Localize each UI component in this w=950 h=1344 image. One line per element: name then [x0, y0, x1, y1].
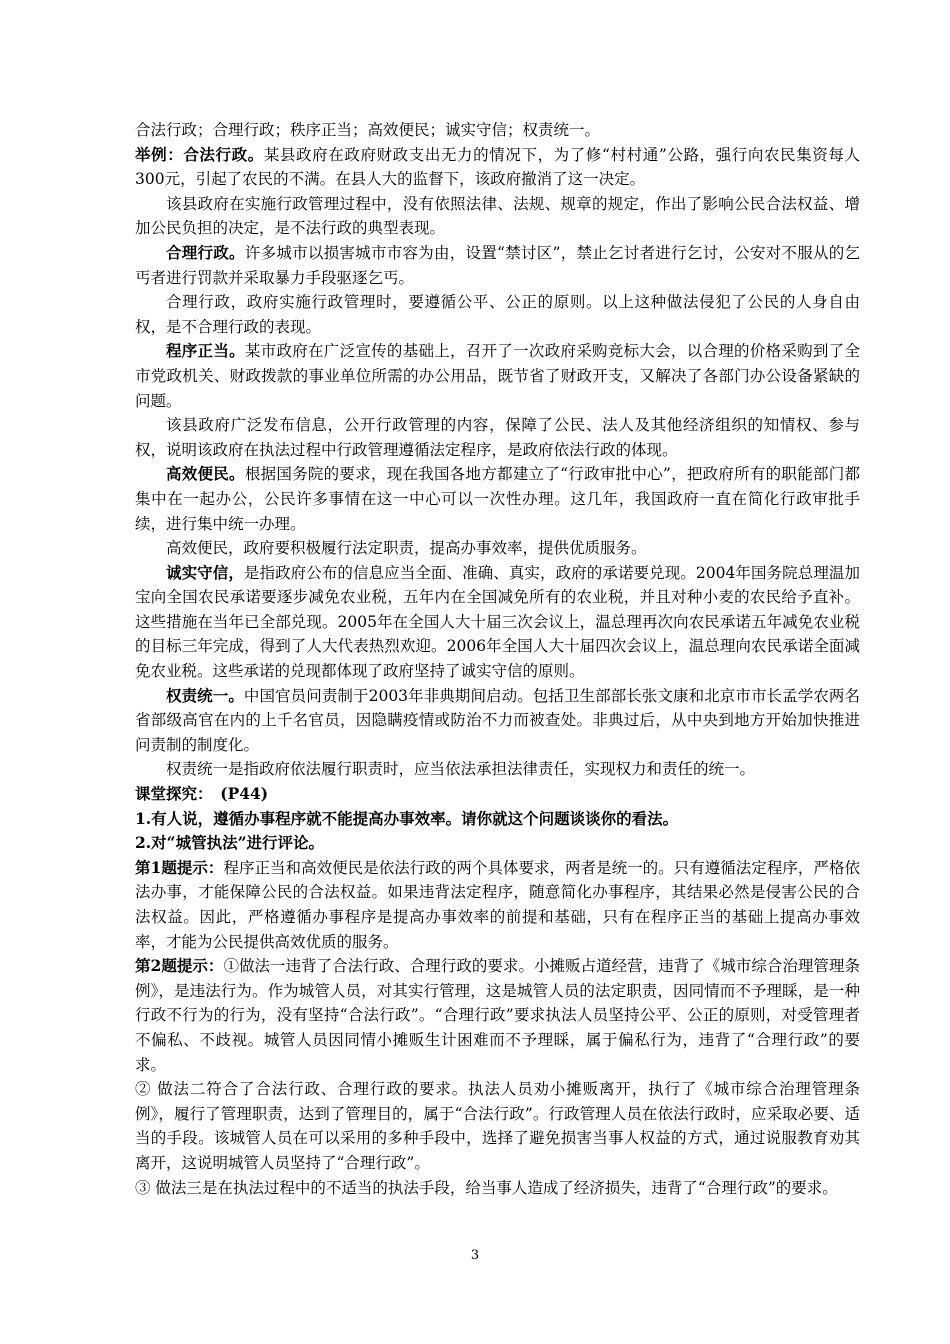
question-2: 2.对“城管执法”进行评论。 [135, 833, 325, 853]
document-body [135, 118, 860, 1200]
case-reasonable: 许多城市以损害城市市容为由，设置“禁讨区”，禁止乞讨者进行乞讨，公安对不服从的乞丐者进行罚款并采取暴力手段驱逐乞丐。 [135, 243, 860, 287]
example-honest [135, 561, 860, 684]
analysis-legal: 该县政府在实施行政管理过程中，没有依照法律、法规、规章的规定，作出了影响公民合法权益、增加公民负担的决定，是不法行政的典型表现。 [135, 194, 860, 238]
answer-2 [135, 954, 860, 1077]
analysis-efficient: 高效便民，政府要积极履行法定职责，提高办事效率，提供优质服务。 [166, 539, 647, 558]
example-lead: 举例： [135, 144, 184, 164]
case-legal: 某县政府在政府财政支出无力的情况下，为了修“村村通”公路，强行向农民集资每人300元，引起了农民的不满。在县人大的监督下，该政府撤消了这一决定。 [135, 145, 860, 189]
heading-efficient: 高效便民。 [166, 464, 245, 484]
case-honest: 是指政府公布的信息应当全面、准确、真实，政府的承诺要兑现。2004年国务院总理温加宝向全国农民承诺要逐步减免农业税，五年内在全国减免所有的农业税，并且对种小麦的农民给予直补。这些措施在当年已全部兑现。2005年在全国人大十届三次会议上，温总理再次向农民承诺五年减免农业税的目标三年完成，得到了人大代表热烈欢迎。2006年全国人大十届四次会议上，温总理向农民承诺全面减免农业税。这些承诺的兑现都体现了政府坚持了诚实守信的原则。 [135, 563, 860, 681]
principles-line: 合法行政；合理行政；秩序正当；高效便民；诚实守信；权责统一。 [135, 121, 601, 139]
page-number: 3 [470, 1248, 480, 1263]
example-reasonable [135, 241, 860, 290]
analysis-procedure: 该县政府广泛发布信息，公开行政管理的内容，保障了公民、法人及其他经济组织的知情权、参与权，说明该政府在执法过程中行政管理遵循法定程序，是政府依法行政的体现。 [135, 416, 860, 459]
answer-2-part-2: ② 做法二符合了合法行政、合理行政的要求。执法人员劝小摊贩离开，执行了《城市综合治理管理条例》，履行了管理职责，达到了管理目的，属于“合法行政”。行政管理人员在依法行政时，应采取必要、适当的手段。该城管人员在可以采用的多种手段中，选择了避免损害当事人权益的方式，通过说服教育劝其离开，这说明城管人员坚持了“合理行政”。 [135, 1080, 860, 1172]
example-unity [135, 684, 860, 758]
heading-unity: 权责统一。 [166, 685, 244, 705]
answer-2-part-3: ③ 做法三是在执法过程中的不适当的执法手段，给当事人造成了经济损失，违背了“合理行政”的要求。 [135, 1178, 838, 1197]
example-legal [135, 143, 860, 192]
case-efficient: 根据国务院的要求，现在我国各地方都建立了“行政审批中心”，把政府所有的职能部门都集中在一起办公，公民许多事情在这一中心可以一次性办理。这几年，我国政府一直在简化行政审批手续，进行集中统一办理。 [135, 465, 860, 533]
analysis-reasonable: 合理行政，政府实施行政管理时，要遵循公平、公正的原则。以上这种做法侵犯了公民的人身自由权，是不合理行政的表现。 [135, 293, 860, 336]
analysis-unity: 权责统一是指政府依法履行职责时，应当依法承担法律责任，实现权力和责任的统一。 [166, 760, 756, 779]
answer-1 [135, 856, 860, 954]
example-efficient [135, 462, 860, 536]
case-unity: 中国官员问责制于2003年非典期间启动。包括卫生部部长张文康和北京市市长孟学农两名省部级高官在内的上千名官员，因隐瞒疫情或防治不力而被查处。非典过后，从中央到地方开始加快推进问责制的制度化。 [135, 686, 860, 754]
answer-1-text: 程序正当和高效便民是依法行政的两个具体要求，两者是统一的。只有遵循法定程序，严格依法办事，才能保障公民的合法权益。如果违背法定程序，随意简化办事程序，其结果必然是侵害公民的合法权益。因此，严格遵循办事程序是提高办事效率的前提和基础，只有在程序正当的基础上提高办事效率，才能为公民提供高效优质的服务。 [135, 858, 860, 951]
heading-reasonable: 合理行政。 [166, 242, 245, 262]
case-procedure: 某市政府在广泛宣传的基础上，召开了一次政府采购竞标大会，以合理的价格采购到了全市党政机关、财政拨款的事业单位所需的办公用品，既节省了财政开支，又解决了各部门办公设备紧缺的问题。 [135, 342, 860, 410]
question-1: 1.有人说，遵循办事程序就不能提高办事效率。请你就这个问题谈谈你的看法。 [135, 808, 679, 828]
answer-1-label: 第1题提示： [135, 857, 224, 877]
answer-2-label: 第2题提示： [135, 956, 224, 976]
answer-2-text: ①做法一违背了合法行政、合理行政的要求。小摊贩占道经营，违背了《城市综合治理管理条例》，是违法行为。作为城管人员，对其实行管理，这是城管人员的法定职责，因同情而不予理睬，是一种行政不行为的行为，没有坚持“合法行政”。“合理行政”要求执法人员坚持公平、公正的原则，对受管理者不偏私、不歧视。城管人员因同情小摊贩生计困难而不予理睬，属于偏私行为，违背了“合理行政”的要求。 [135, 957, 860, 1074]
inquiry-heading: 课堂探究： (P44) [135, 784, 269, 804]
heading-legal: 合法行政。 [183, 144, 264, 164]
heading-honest: 诚实守信， [166, 562, 244, 582]
example-procedure [135, 339, 860, 413]
heading-procedure: 程序正当。 [166, 341, 245, 361]
